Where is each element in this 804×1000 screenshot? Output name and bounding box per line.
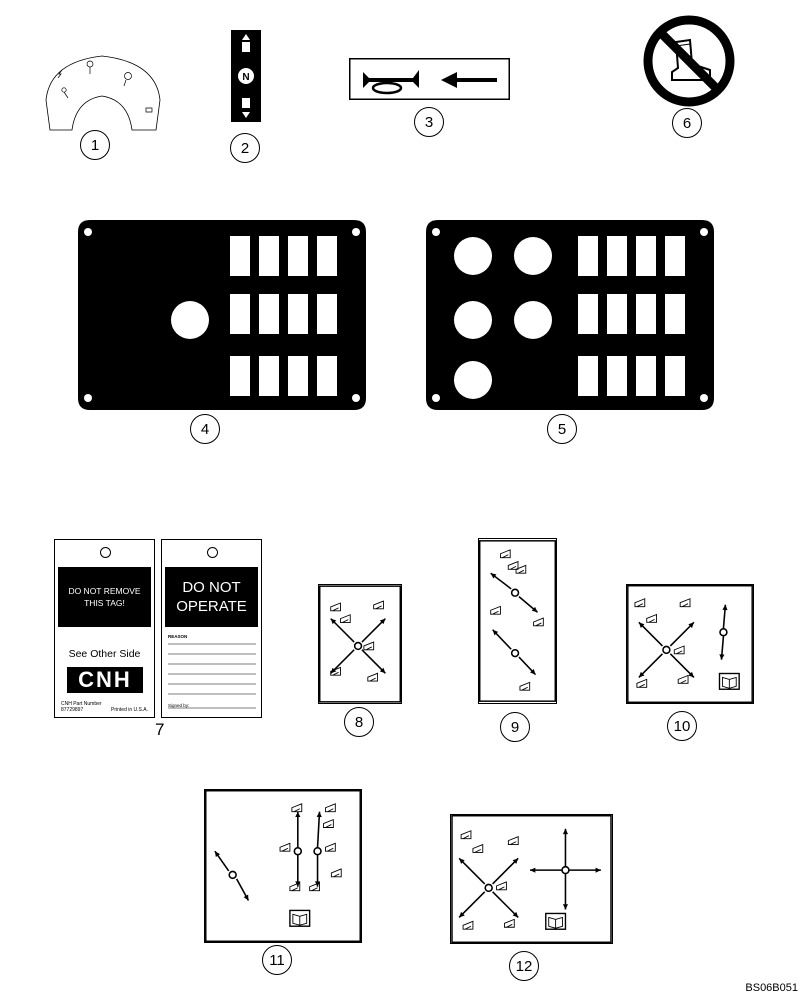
mounting-hole [352,228,360,236]
control-pattern-decal-12 [450,814,613,944]
callout-7: 7 [155,720,165,739]
mounting-hole [700,228,708,236]
signed-by-label: Signed by: [168,703,190,708]
tag-hole [207,547,218,558]
decal-border [480,541,556,701]
mounting-hole [352,394,360,402]
round-gauge-cutout [454,237,492,275]
callout-10: 10 [667,711,697,741]
decal-border [452,816,611,943]
callout-12: 12 [509,951,539,981]
cnh-logo [67,667,143,693]
neutral-n-icon: N [242,72,250,83]
callout-9: 9 [500,712,530,742]
rocker-switch-cutout [665,294,685,334]
rocker-switch-cutout [230,356,250,396]
rocker-switch-cutout [259,294,279,334]
decal-border [206,791,360,942]
part-number: 87729897 [61,707,84,713]
rocker-switch-cutout [607,236,627,276]
reason-label: REASON [168,634,188,639]
mounting-hole [432,228,440,236]
round-gauge-cutout [514,301,552,339]
rocker-switch-cutout [578,236,598,276]
tag-warning-text: DO NOT REMOVE THIS TAG! [68,586,141,608]
rocker-switch-cutout [665,356,685,396]
control-pattern-decal-9 [478,538,557,704]
rocker-switch-cutout [665,236,685,276]
tag-hole [100,547,111,558]
part-number-label: CNH Part Number [61,701,102,707]
rocker-switch-cutout [317,356,337,396]
control-knob-icon [485,884,492,891]
control-knob-icon [355,643,362,650]
round-gauge-cutout [171,301,209,339]
control-knob-icon [294,848,301,855]
neutral-shift-decal [231,30,261,122]
rocker-switch-cutout [288,236,308,276]
tag-title-text: DO NOT OPERATE [176,579,247,615]
rocker-switch-cutout [288,356,308,396]
switch-panel-4 [78,220,366,410]
control-pattern-decal-8 [318,584,402,704]
callout-6: 6 [672,108,702,138]
printed-in-usa: Printed in U.S.A. [111,707,148,713]
tag-title-box [165,567,258,627]
mounting-hole [432,394,440,402]
control-pattern-decal-10 [626,584,754,704]
tag-do-not-remove [54,539,155,718]
rocker-switch-cutout [317,236,337,276]
control-knob-icon [720,629,727,636]
cnh-logo-text: CNH [78,667,132,692]
mounting-hole [700,394,708,402]
mounting-hole [84,394,92,402]
rocker-switch-cutout [288,294,308,334]
callout-1: 1 [80,130,110,160]
control-knob-icon [512,650,519,657]
rocker-switch-cutout [259,356,279,396]
callout-4: 4 [190,414,220,444]
ignition-key-decal [40,52,165,132]
rocker-switch-cutout [230,236,250,276]
rocker-switch-cutout [636,236,656,276]
rocker-switch-cutout [317,294,337,334]
callout-8: 8 [344,707,374,737]
rocker-switch-cutout [636,294,656,334]
tag-warning-box [58,567,151,627]
callout-3: 3 [414,107,444,137]
rocker-switch-cutout [607,356,627,396]
round-gauge-cutout [454,301,492,339]
callout-11: 11 [262,945,292,975]
control-knob-icon [512,589,519,596]
callout-2: 2 [230,133,260,163]
rocker-switch-cutout [230,294,250,334]
rocker-switch-cutout [578,294,598,334]
control-knob-icon [663,646,670,653]
rocker-switch-cutout [607,294,627,334]
horn-decal [349,58,510,100]
no-step-decal [642,14,736,108]
control-pattern-decal-11 [204,789,362,943]
round-gauge-cutout [514,237,552,275]
control-knob-icon [562,867,569,874]
callout-5: 5 [547,414,577,444]
document-code: BS06B051 [745,982,798,994]
rocker-switch-cutout [578,356,598,396]
control-knob-icon [229,871,236,878]
switch-panel-5 [426,220,714,410]
reason-lines [168,640,256,710]
rocker-switch-cutout [259,236,279,276]
see-other-side-text: See Other Side [68,648,141,660]
control-knob-icon [314,848,321,855]
rocker-switch-cutout [636,356,656,396]
round-gauge-cutout [454,361,492,399]
mounting-hole [84,228,92,236]
tag-do-not-operate [161,539,262,718]
